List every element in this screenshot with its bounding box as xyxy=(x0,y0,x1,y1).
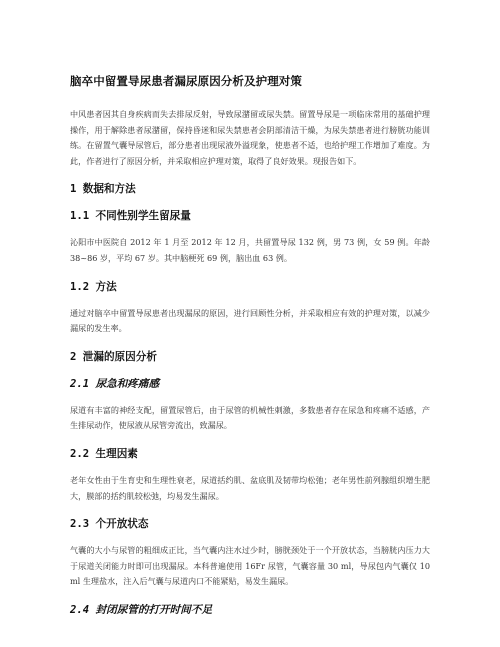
section-2-1-heading: 2.1 尿急和疼痛感 xyxy=(70,377,160,390)
section-1-2-body: 通过对脑卒中留置导尿患者出现漏尿的原因，进行回顾性分析，并采取相应有效的护理对策，以减少漏尿的发生率。 xyxy=(70,307,430,334)
section-1-heading: 1 数据和方法 xyxy=(70,183,136,196)
section-2-heading: 2 泄漏的原因分析 xyxy=(70,350,157,363)
section-2-2-body: 老年女性由于生育史和生理性衰老，尿道括约肌、盆底肌及韧带均松弛；老年男性前列腺组织增生肥大，膜部的括约肌较松弛，均易发生漏尿。 xyxy=(70,474,430,501)
section-2-3-heading: 2.3 个开放状态 xyxy=(70,518,149,531)
document-title: 脑卒中留置导尿患者漏尿原因分析及护理对策 xyxy=(70,74,302,88)
section-2-3-body: 气囊的大小与尿管的粗细成正比，当气囊内注水过少时，膀胱颈处于一个开放状态，当膀胱内压力大于尿道关闭能力时即可出现漏尿。本科普遍使用 16Fr 尿管，气囊容量 30 ml，导尿包内气囊仅 10 ml 生理盐水，注入后气囊与尿道内口不能紧贴，易发生漏尿。 xyxy=(70,545,430,587)
section-1-1-heading: 1.1 不同性别学生留尿量 xyxy=(70,210,191,223)
section-2-4-heading: 2.4 封闭尿管的打开时间不足 xyxy=(70,603,213,616)
intro-paragraph: 中风患者因其自身疾病而失去排尿反射，导致尿潴留或尿失禁。留置导尿是一项临床常用的基础护理操作，用于解除患者尿潴留，保持昏迷和尿失禁患者会阴部清洁干燥，为尿失禁患者进行膀胱功能训练。在留置气囊导尿管后，部分患者出现尿液外溢现象，使患者不适，也给护理工作增加了难度。为此，作者进行了原因分析，并采取相应护理对策，取得了良好效果。现报告如下。 xyxy=(70,109,430,166)
section-2-2-heading: 2.2 生理因素 xyxy=(70,447,138,460)
section-1-1-body: 沁阳市中医院自 2012 年 1 月至 2012 年 12 月，共留置导尿 132 例，男 73 例，女 59 例。年龄 38~86 岁，平均 67 岁。其中脑梗死 69 例，脑出血 63 例。 xyxy=(70,237,430,263)
section-1-2-heading: 1.2 方法 xyxy=(70,280,117,293)
section-2-1-body: 尿道有丰富的神经支配，留置尿管后，由于尿管的机械性刺激，多数患者存在尿急和疼痛不适感，产生排尿动作，使尿液从尿管旁流出，致漏尿。 xyxy=(70,404,430,431)
